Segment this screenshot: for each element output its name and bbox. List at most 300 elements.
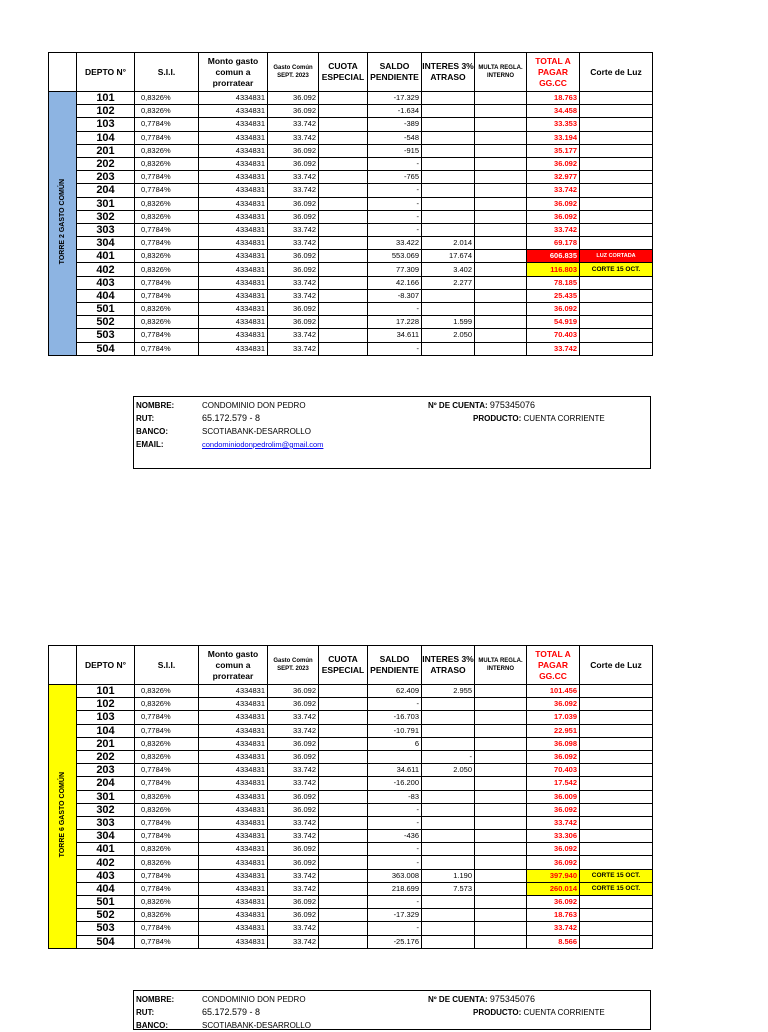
total-cell: 116.803	[527, 263, 580, 276]
total-cell: 397.940	[527, 869, 580, 882]
multa-cell	[475, 896, 527, 909]
monto-cell: 4334831	[199, 223, 268, 236]
monto-cell: 4334831	[199, 750, 268, 763]
sii-cell: 0,7784%	[135, 276, 199, 289]
multa-header: MULTA REGLA. INTERNO	[475, 53, 527, 92]
depto-cell: 301	[77, 790, 135, 803]
interes-cell: 2.050	[422, 329, 475, 342]
depto-cell: 402	[77, 856, 135, 869]
corte-cell	[580, 724, 653, 737]
total-cell: 70.403	[527, 764, 580, 777]
gasto-cell: 33.742	[268, 711, 319, 724]
interes-cell: 1.599	[422, 316, 475, 329]
cuota-cell	[319, 289, 368, 302]
gasto-cell: 36.092	[268, 843, 319, 856]
cuenta-value: 975345076	[489, 994, 535, 1004]
monto-cell: 4334831	[199, 237, 268, 250]
table-row	[49, 118, 653, 131]
gasto-cell: 36.092	[268, 896, 319, 909]
corte-cell	[580, 237, 653, 250]
total-cell: 36.092	[527, 197, 580, 210]
interes-cell: 17.674	[422, 250, 475, 263]
saldo-cell: -25.176	[368, 935, 422, 948]
saldo-cell: 553.069	[368, 250, 422, 263]
interes-cell	[422, 144, 475, 157]
table-row	[49, 737, 653, 750]
email-label: EMAIL:	[136, 440, 164, 449]
total-cell: 25.435	[527, 289, 580, 302]
sii-cell: 0,7784%	[135, 711, 199, 724]
gasto-cell: 33.742	[268, 171, 319, 184]
sii-header: S.I.I.	[135, 53, 199, 92]
depto-cell: 201	[77, 737, 135, 750]
multa-cell	[475, 342, 527, 355]
monto-cell: 4334831	[199, 210, 268, 223]
saldo-cell: -	[368, 210, 422, 223]
table-row	[49, 342, 653, 355]
cuota-cell	[319, 856, 368, 869]
monto-cell: 4334831	[199, 92, 268, 105]
sii-cell: 0,7784%	[135, 777, 199, 790]
multa-cell	[475, 223, 527, 236]
cuota-cell	[319, 223, 368, 236]
depto-cell: 503	[77, 329, 135, 342]
saldo-cell: 17.228	[368, 316, 422, 329]
total-cell: 32.977	[527, 171, 580, 184]
multa-cell	[475, 856, 527, 869]
sii-cell: 0,8326%	[135, 790, 199, 803]
total-cell: 260.014	[527, 882, 580, 895]
monto-cell: 4334831	[199, 303, 268, 316]
monto-cell: 4334831	[199, 250, 268, 263]
depto-cell: 504	[77, 935, 135, 948]
multa-cell	[475, 92, 527, 105]
monto-cell: 4334831	[199, 909, 268, 922]
corte-cell	[580, 764, 653, 777]
cuota-cell	[319, 157, 368, 170]
monto-cell: 4334831	[199, 184, 268, 197]
table-row	[49, 922, 653, 935]
multa-cell	[475, 764, 527, 777]
banco-value: SCOTIABANK-DESARROLLO	[202, 427, 311, 436]
table-row	[49, 105, 653, 118]
gasto-cell: 36.092	[268, 909, 319, 922]
total-cell: 33.306	[527, 830, 580, 843]
table-row	[49, 698, 653, 711]
total-cell: 22.951	[527, 724, 580, 737]
cuota-cell	[319, 144, 368, 157]
interes-cell	[422, 909, 475, 922]
multa-cell	[475, 197, 527, 210]
total-cell: 17.039	[527, 711, 580, 724]
total-cell: 36.092	[527, 856, 580, 869]
producto-value: CUENTA CORRIENTE	[523, 414, 605, 423]
monto-cell: 4334831	[199, 105, 268, 118]
depto-cell: 103	[77, 711, 135, 724]
corte-header: Corte de Luz	[580, 646, 653, 685]
monto-cell: 4334831	[199, 131, 268, 144]
multa-cell	[475, 830, 527, 843]
depto-cell: 103	[77, 118, 135, 131]
interes-cell	[422, 856, 475, 869]
saldo-cell: -	[368, 342, 422, 355]
banco-label: BANCO:	[136, 1021, 168, 1030]
table-row	[49, 882, 653, 895]
total-cell: 101.456	[527, 685, 580, 698]
corte-cell	[580, 830, 653, 843]
multa-cell	[475, 210, 527, 223]
gasto-cell: 33.742	[268, 118, 319, 131]
depto-cell: 203	[77, 171, 135, 184]
cuota-header: CUOTA ESPECIAL	[319, 646, 368, 685]
sii-cell: 0,7784%	[135, 131, 199, 144]
total-cell: 33.742	[527, 342, 580, 355]
saldo-cell: -	[368, 698, 422, 711]
depto-cell: 502	[77, 316, 135, 329]
table-row	[49, 856, 653, 869]
monto-cell: 4334831	[199, 816, 268, 829]
depto-cell: 503	[77, 922, 135, 935]
cuota-cell	[319, 303, 368, 316]
gasto-cell: 36.092	[268, 685, 319, 698]
monto-cell: 4334831	[199, 157, 268, 170]
gasto-cell: 33.742	[268, 289, 319, 302]
depto-cell: 101	[77, 685, 135, 698]
table-row	[49, 237, 653, 250]
cuota-cell	[319, 276, 368, 289]
depto-cell: 104	[77, 724, 135, 737]
gasto-cell: 36.092	[268, 803, 319, 816]
cuenta-label: Nº DE CUENTA:	[428, 401, 488, 410]
monto-header: Monto gasto comun a prorratear	[199, 646, 268, 685]
corte-cell	[580, 184, 653, 197]
depto-cell: 104	[77, 131, 135, 144]
interes-cell: 7.573	[422, 882, 475, 895]
cuota-cell	[319, 184, 368, 197]
sii-header: S.I.I.	[135, 646, 199, 685]
cuota-cell	[319, 816, 368, 829]
producto-label: PRODUCTO:	[473, 414, 522, 423]
table-row	[49, 92, 653, 105]
table-row	[49, 184, 653, 197]
saldo-cell: 62.409	[368, 685, 422, 698]
multa-cell	[475, 777, 527, 790]
saldo-cell: -	[368, 856, 422, 869]
table-row	[49, 223, 653, 236]
table-row	[49, 764, 653, 777]
saldo-cell: 218.699	[368, 882, 422, 895]
saldo-cell: -	[368, 157, 422, 170]
gasto-cell: 33.742	[268, 342, 319, 355]
cuota-cell	[319, 329, 368, 342]
email-link[interactable]: condominiodonpedrolim@gmail.com	[202, 440, 324, 449]
gasto-cell: 33.742	[268, 276, 319, 289]
interes-cell	[422, 118, 475, 131]
interes-header: INTERES 3% ATRASO	[422, 53, 475, 92]
table-row	[49, 869, 653, 882]
corte-cell: CORTE 15 OCT.	[580, 869, 653, 882]
table-row	[49, 803, 653, 816]
table-row	[49, 289, 653, 302]
interes-cell	[422, 92, 475, 105]
cuota-cell	[319, 922, 368, 935]
saldo-cell: 34.611	[368, 764, 422, 777]
table-row	[49, 210, 653, 223]
depto-cell: 403	[77, 869, 135, 882]
depto-cell: 501	[77, 896, 135, 909]
interes-cell	[422, 843, 475, 856]
monto-cell: 4334831	[199, 316, 268, 329]
corte-cell	[580, 896, 653, 909]
saldo-cell: -	[368, 303, 422, 316]
interes-cell	[422, 777, 475, 790]
table-row	[49, 303, 653, 316]
sii-cell: 0,7784%	[135, 869, 199, 882]
depto-cell: 201	[77, 144, 135, 157]
depto-cell: 102	[77, 698, 135, 711]
sii-cell: 0,8326%	[135, 92, 199, 105]
cuota-cell	[319, 724, 368, 737]
saldo-cell: -	[368, 922, 422, 935]
interes-cell: 2.277	[422, 276, 475, 289]
gasto-cell: 33.742	[268, 935, 319, 948]
depto-cell: 301	[77, 197, 135, 210]
rut-value: 65.172.579 - 8	[202, 1007, 261, 1017]
monto-cell: 4334831	[199, 830, 268, 843]
depto-cell: 304	[77, 830, 135, 843]
depto-cell: 202	[77, 157, 135, 170]
depto-cell: 401	[77, 250, 135, 263]
depto-header: DEPTO N°	[77, 646, 135, 685]
multa-cell	[475, 869, 527, 882]
cuota-cell	[319, 237, 368, 250]
interes-cell	[422, 131, 475, 144]
sii-cell: 0,7784%	[135, 184, 199, 197]
corte-cell	[580, 92, 653, 105]
table-row	[49, 711, 653, 724]
interes-cell	[422, 935, 475, 948]
cuota-cell	[319, 698, 368, 711]
sii-cell: 0,8326%	[135, 210, 199, 223]
multa-cell	[475, 105, 527, 118]
multa-cell	[475, 724, 527, 737]
gasto-cell: 36.092	[268, 790, 319, 803]
total-cell: 34.458	[527, 105, 580, 118]
multa-cell	[475, 737, 527, 750]
corte-cell	[580, 935, 653, 948]
sii-cell: 0,8326%	[135, 316, 199, 329]
corte-cell	[580, 276, 653, 289]
sii-cell: 0,7784%	[135, 342, 199, 355]
saldo-cell: -	[368, 223, 422, 236]
gasto-header: Gasto Común SEPT. 2023	[268, 646, 319, 685]
saldo-cell: -	[368, 896, 422, 909]
table-row	[49, 157, 653, 170]
multa-cell	[475, 711, 527, 724]
gasto-cell: 33.742	[268, 223, 319, 236]
total-cell: 33.742	[527, 922, 580, 935]
saldo-cell: -436	[368, 830, 422, 843]
depto-cell: 404	[77, 289, 135, 302]
table-row	[49, 144, 653, 157]
cuenta-value: 975345076	[489, 400, 535, 410]
producto-label: PRODUCTO:	[473, 1008, 522, 1017]
monto-cell: 4334831	[199, 698, 268, 711]
multa-cell	[475, 263, 527, 276]
multa-cell	[475, 157, 527, 170]
table-row	[49, 329, 653, 342]
interes-cell: 2.014	[422, 237, 475, 250]
interes-cell	[422, 157, 475, 170]
sii-cell: 0,7784%	[135, 935, 199, 948]
saldo-cell: -16.200	[368, 777, 422, 790]
interes-cell	[422, 210, 475, 223]
table-row	[49, 896, 653, 909]
interes-cell	[422, 724, 475, 737]
multa-cell	[475, 131, 527, 144]
corte-cell	[580, 790, 653, 803]
interes-cell: 2.955	[422, 685, 475, 698]
saldo-cell: 77.309	[368, 263, 422, 276]
monto-cell: 4334831	[199, 329, 268, 342]
multa-cell	[475, 303, 527, 316]
interes-cell	[422, 830, 475, 843]
gasto-cell: 36.092	[268, 92, 319, 105]
bank-info-box	[133, 396, 651, 469]
monto-cell: 4334831	[199, 276, 268, 289]
corte-cell	[580, 105, 653, 118]
rut-value: 65.172.579 - 8	[202, 413, 261, 423]
saldo-cell: -	[368, 803, 422, 816]
multa-cell	[475, 289, 527, 302]
total-cell: 70.403	[527, 329, 580, 342]
sii-cell: 0,8326%	[135, 263, 199, 276]
nombre-label: NOMBRE:	[136, 995, 175, 1004]
monto-cell: 4334831	[199, 896, 268, 909]
saldo-cell: 6	[368, 737, 422, 750]
corte-cell	[580, 909, 653, 922]
table-row	[49, 197, 653, 210]
monto-cell: 4334831	[199, 289, 268, 302]
depto-cell: 302	[77, 210, 135, 223]
table-row	[49, 935, 653, 948]
monto-cell: 4334831	[199, 764, 268, 777]
total-cell: 33.742	[527, 223, 580, 236]
corte-header: Corte de Luz	[580, 53, 653, 92]
total-cell: 18.763	[527, 909, 580, 922]
saldo-cell: -765	[368, 171, 422, 184]
total-cell: 36.098	[527, 737, 580, 750]
gasto-cell: 36.092	[268, 263, 319, 276]
total-cell: 36.092	[527, 896, 580, 909]
multa-cell	[475, 922, 527, 935]
cuota-cell	[319, 118, 368, 131]
depto-cell: 204	[77, 184, 135, 197]
saldo-cell: -	[368, 843, 422, 856]
saldo-cell: 363.008	[368, 869, 422, 882]
depto-cell: 302	[77, 803, 135, 816]
monto-cell: 4334831	[199, 790, 268, 803]
cuota-cell	[319, 92, 368, 105]
total-header: TOTAL A PAGAR GG.CC	[527, 53, 580, 92]
total-cell: 54.919	[527, 316, 580, 329]
torre-label-cell	[49, 685, 77, 949]
total-cell: 33.742	[527, 184, 580, 197]
total-cell: 18.763	[527, 92, 580, 105]
depto-cell: 303	[77, 816, 135, 829]
gasto-cell: 33.742	[268, 184, 319, 197]
interes-cell	[422, 896, 475, 909]
cuota-cell	[319, 250, 368, 263]
saldo-cell: 33.422	[368, 237, 422, 250]
sii-cell: 0,7784%	[135, 830, 199, 843]
depto-cell: 404	[77, 882, 135, 895]
sii-cell: 0,8326%	[135, 803, 199, 816]
corte-cell	[580, 698, 653, 711]
monto-cell: 4334831	[199, 843, 268, 856]
corte-cell	[580, 131, 653, 144]
gasto-cell: 36.092	[268, 250, 319, 263]
monto-cell: 4334831	[199, 197, 268, 210]
gasto-cell: 36.092	[268, 750, 319, 763]
corte-cell	[580, 197, 653, 210]
corte-cell	[580, 303, 653, 316]
multa-cell	[475, 750, 527, 763]
gasto-cell: 36.092	[268, 316, 319, 329]
sii-cell: 0,7784%	[135, 223, 199, 236]
monto-cell: 4334831	[199, 263, 268, 276]
total-cell: 36.092	[527, 803, 580, 816]
total-cell: 36.092	[527, 698, 580, 711]
sii-cell: 0,8326%	[135, 105, 199, 118]
table-row	[49, 843, 653, 856]
sii-cell: 0,7784%	[135, 118, 199, 131]
multa-cell	[475, 935, 527, 948]
corte-cell	[580, 118, 653, 131]
gasto-cell: 33.742	[268, 816, 319, 829]
sii-cell: 0,8326%	[135, 750, 199, 763]
sii-cell: 0,8326%	[135, 250, 199, 263]
monto-cell: 4334831	[199, 711, 268, 724]
total-cell: 36.092	[527, 303, 580, 316]
nombre-label: NOMBRE:	[136, 401, 175, 410]
sii-cell: 0,8326%	[135, 157, 199, 170]
total-cell: 69.178	[527, 237, 580, 250]
cuota-cell	[319, 777, 368, 790]
interes-cell	[422, 289, 475, 302]
table-row	[49, 777, 653, 790]
table-row	[49, 250, 653, 263]
total-cell: 17.542	[527, 777, 580, 790]
torre-label: TORRE 6 GASTO COMÚN	[58, 771, 66, 858]
cuota-cell	[319, 685, 368, 698]
gasto-cell: 36.092	[268, 737, 319, 750]
saldo-cell: -	[368, 197, 422, 210]
monto-cell: 4334831	[199, 803, 268, 816]
cuota-cell	[319, 830, 368, 843]
bank-info-box	[133, 990, 651, 1030]
table-row	[49, 790, 653, 803]
depto-header: DEPTO N°	[77, 53, 135, 92]
multa-cell	[475, 329, 527, 342]
table-row	[49, 830, 653, 843]
cuota-cell	[319, 342, 368, 355]
gasto-cell: 36.092	[268, 210, 319, 223]
cuota-cell	[319, 843, 368, 856]
gasto-comun-table	[48, 645, 653, 949]
header-row	[49, 646, 653, 685]
gasto-cell: 33.742	[268, 882, 319, 895]
